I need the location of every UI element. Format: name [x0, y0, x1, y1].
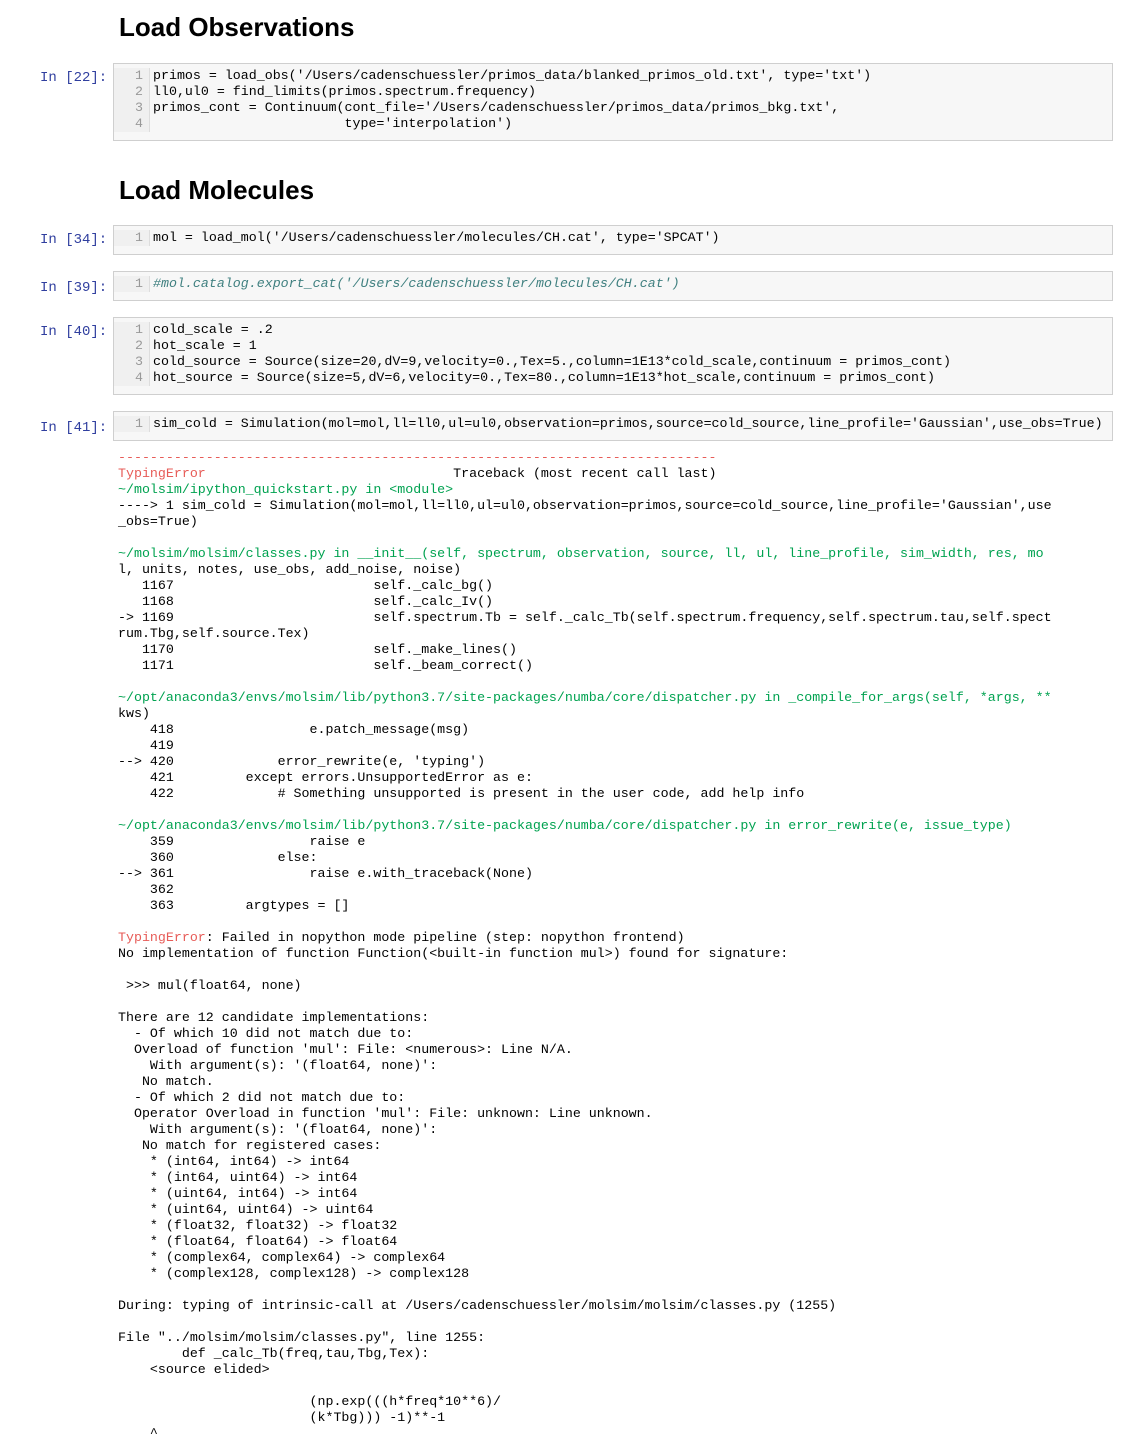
cell-prompt: In [39]:: [40, 280, 108, 296]
traceback-line: [118, 1314, 1108, 1330]
line-numbers: 1 2 3 4: [114, 322, 150, 386]
code-cell-40[interactable]: [113, 317, 1113, 395]
heading-load-molecules: Load Molecules: [119, 175, 315, 205]
code-line: cold_scale = .2: [153, 322, 273, 337]
cell-prompt: In [34]:: [40, 232, 108, 248]
traceback-line: l, units, notes, use_obs, add_noise, noise): [118, 562, 462, 577]
traceback-line: 362: [118, 882, 182, 897]
traceback-line: With argument(s): '(float64, none)':: [118, 1058, 438, 1073]
cell-prompt: In [22]:: [40, 70, 108, 86]
traceback-line: File "../molsim/molsim/classes.py", line 1255:: [118, 1330, 486, 1345]
traceback-line: TypingError Traceback (most recent call last): [118, 466, 717, 481]
traceback-line: ---------------------------------------------------------------------------: [118, 450, 717, 465]
code-cell-41[interactable]: [113, 411, 1113, 441]
code-cell-34[interactable]: [113, 225, 1113, 255]
traceback-line: * (complex128, complex128) -> complex128: [118, 1266, 470, 1281]
traceback-line: - Of which 2 did not match due to:: [118, 1090, 406, 1105]
traceback-line: * (float64, float64) -> float64: [118, 1234, 398, 1249]
traceback-line: * (int64, uint64) -> int64: [118, 1170, 358, 1185]
traceback-line: TypingError: Failed in nopython mode pipeline (step: nopython frontend): [118, 930, 685, 945]
traceback-line: Operator Overload in function 'mul': File: unknown: Line unknown.: [118, 1106, 653, 1121]
traceback-line: There are 12 candidate implementations:: [118, 1010, 430, 1025]
traceback-line: kws): [118, 706, 150, 721]
line-numbers: 1: [114, 416, 150, 432]
traceback-line: [118, 914, 1108, 930]
traceback-line: --> 420 error_rewrite(e, 'typing'): [118, 754, 486, 769]
code-cell-39[interactable]: [113, 271, 1113, 301]
traceback-line: 363 argtypes = []: [118, 898, 350, 913]
traceback-line: Overload of function 'mul': File: <numerous>: Line N/A.: [118, 1042, 573, 1057]
code-line: #mol.catalog.export_cat('/Users/cadenschuessler/molecules/CH.cat'): [153, 276, 680, 291]
traceback-line: ~/molsim/molsim/classes.py in __init__(self, spectrum, observation, source, ll, ul, line_profile, sim_width, res, mo: [118, 546, 1044, 561]
traceback-line: 359 raise e: [118, 834, 366, 849]
error-output: [118, 450, 1108, 1442]
code-line: hot_source = Source(size=5,dV=6,velocity=0.,Tex=80.,column=1E13*hot_scale,continuum = primos_cont): [153, 370, 935, 385]
traceback-line: * (complex64, complex64) -> complex64: [118, 1250, 446, 1265]
code-line: mol = load_mol('/Users/cadenschuessler/molecules/CH.cat', type='SPCAT'): [153, 230, 720, 245]
traceback-line: 1170 self._make_lines(): [118, 642, 517, 657]
traceback-line: [118, 530, 1108, 546]
traceback-line: 1171 self._beam_correct(): [118, 658, 533, 673]
code-line: cold_source = Source(size=20,dV=9,velocity=0.,Tex=5.,column=1E13*cold_scale,continuum = primos_cont): [153, 354, 951, 369]
traceback-line: (np.exp(((h*freq*10**6)/: [118, 1394, 502, 1409]
traceback-line: ----> 1 sim_cold = Simulation(mol=mol,ll=ll0,ul=ul0,observation=primos,source=cold_source,line_profile='Gaussian',use: [118, 498, 1052, 513]
traceback-line: * (uint64, int64) -> int64: [118, 1186, 358, 1201]
traceback-line: (k*Tbg))) -1)**-1: [118, 1410, 446, 1425]
code-line: primos = load_obs('/Users/cadenschuessler/primos_data/blanked_primos_old.txt', type='txt'): [153, 68, 872, 83]
traceback-line: With argument(s): '(float64, none)':: [118, 1122, 438, 1137]
code-line: primos_cont = Continuum(cont_file='/Users/cadenschuessler/primos_data/primos_bkg.txt',: [153, 100, 840, 115]
traceback-line: 422 # Something unsupported is present in the user code, add help info: [118, 786, 805, 801]
traceback-line: No match.: [118, 1074, 214, 1089]
traceback-line: [118, 962, 1108, 978]
traceback-line: 360 else:: [118, 850, 318, 865]
cell-prompt: In [41]:: [40, 420, 108, 436]
cell-prompt: In [40]:: [40, 324, 108, 340]
traceback-line: [118, 1282, 1108, 1298]
traceback-line: def _calc_Tb(freq,tau,Tbg,Tex):: [118, 1346, 430, 1361]
traceback-line: - Of which 10 did not match due to:: [118, 1026, 414, 1041]
traceback-line: No implementation of function Function(<built-in function mul>) found for signature:: [118, 946, 789, 961]
code-line: sim_cold = Simulation(mol=mol,ll=ll0,ul=ul0,observation=primos,source=cold_source,line_profile='Gaussian',use_obs=True): [153, 416, 1103, 431]
line-numbers: 1: [114, 276, 150, 292]
heading-load-observations: Load Observations: [119, 12, 355, 42]
traceback-line: [118, 674, 1108, 690]
traceback-line: <source elided>: [118, 1362, 270, 1377]
traceback-line: 1167 self._calc_bg(): [118, 578, 494, 593]
code-line: type='interpolation'): [153, 116, 513, 131]
traceback-line: * (float32, float32) -> float32: [118, 1218, 398, 1233]
code-editor[interactable]: [150, 322, 951, 386]
traceback-line: [118, 802, 1108, 818]
traceback-line: 419: [118, 738, 182, 753]
code-cell-22[interactable]: [113, 63, 1113, 141]
traceback-line: [118, 1378, 1108, 1394]
line-numbers: 1: [114, 230, 150, 246]
traceback-line: -> 1169 self.spectrum.Tb = self._calc_Tb(self.spectrum.frequency,self.spectrum.tau,self.spect: [118, 610, 1052, 625]
code-line: hot_scale = 1: [153, 338, 257, 353]
code-editor[interactable]: [150, 416, 1103, 432]
code-editor[interactable]: [150, 276, 680, 292]
traceback-line: 421 except errors.UnsupportedError as e:: [118, 770, 533, 785]
traceback-line: * (int64, int64) -> int64: [118, 1154, 350, 1169]
traceback-line: ^: [118, 1426, 158, 1441]
traceback-line: >>> mul(float64, none): [118, 978, 302, 993]
traceback-line: 1168 self._calc_Iv(): [118, 594, 494, 609]
code-line: ll0,ul0 = find_limits(primos.spectrum.frequency): [153, 84, 537, 99]
code-editor[interactable]: [150, 68, 871, 132]
traceback-line: ~/molsim/ipython_quickstart.py in <module>: [118, 482, 454, 497]
traceback-line: No match for registered cases:: [118, 1138, 382, 1153]
traceback-line: * (uint64, uint64) -> uint64: [118, 1202, 374, 1217]
code-editor[interactable]: [150, 230, 720, 246]
traceback-line: _obs=True): [118, 514, 198, 529]
traceback-line: ~/opt/anaconda3/envs/molsim/lib/python3.7/site-packages/numba/core/dispatcher.py in _compile_for_args(self, *args, **: [118, 690, 1052, 705]
line-numbers: 1 2 3 4: [114, 68, 150, 132]
traceback-line: --> 361 raise e.with_traceback(None): [118, 866, 533, 881]
traceback-line: rum.Tbg,self.source.Tex): [118, 626, 310, 641]
traceback-line: During: typing of intrinsic-call at /Users/cadenschuessler/molsim/molsim/classes.py (1255): [118, 1298, 837, 1313]
traceback-line: 418 e.patch_message(msg): [118, 722, 470, 737]
traceback-line: [118, 994, 1108, 1010]
traceback-line: ~/opt/anaconda3/envs/molsim/lib/python3.7/site-packages/numba/core/dispatcher.py in error_rewrite(e, issue_type): [118, 818, 1012, 833]
